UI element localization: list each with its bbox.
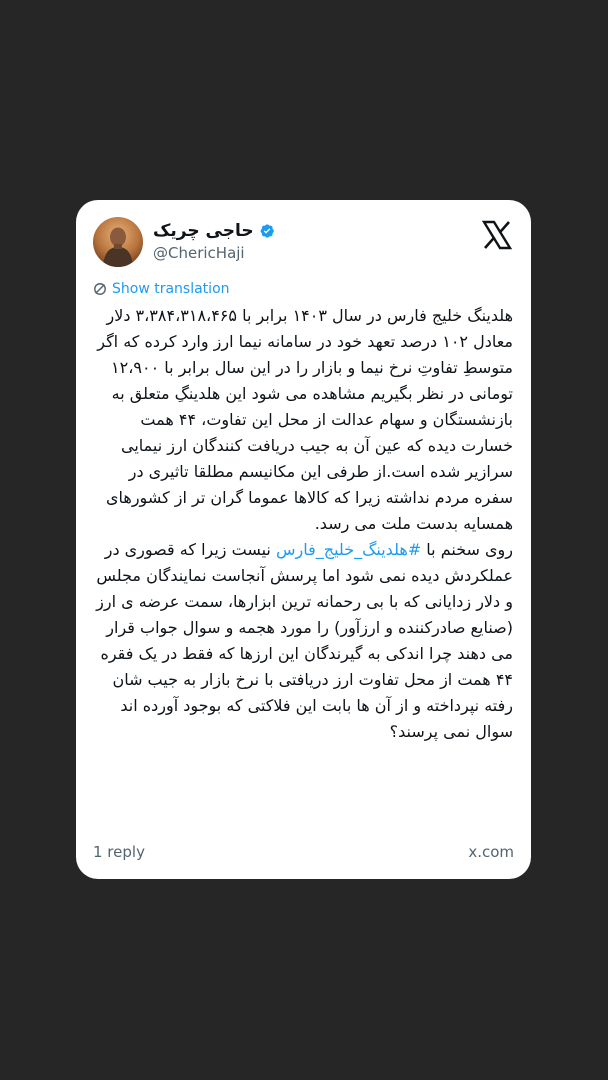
tweet-paragraph: هلدینگ خلیج فارس در سال ۱۴۰۳ برابر با ۳،۳۸۴،۳۱۸،۴۶۵ دلار معادل ۱۰۲ درصد تعهد خود در سامانه نیما ارز وارد کرده که اگر متوسطِ تفاوتِ نرخ نیما و بازار را در این سال برابر با ۱۲،۹۰۰ تومانی در نظر بگیریم مشاهده می شود این هلدینگِ متعلق به بازنشستگان و سهام عدالت از محل این تفاوت، ۴۴ همت خسارت دیده که عین آن به جیب دریافت کنندگان ارز نیمایی سرازیر شده است.از طرفی این مکانیسم مطلقا تاثیری در سفره مردم نداشته زیرا که کالاها عموما گران تر از کشورهای همسایه بدست ملت می رسد. [97, 306, 513, 533]
tweet-text [94, 303, 513, 745]
tweet-paragraph [94, 537, 513, 745]
translate-icon [93, 282, 107, 296]
verified-badge-icon [259, 223, 275, 239]
x-logo-icon[interactable] [481, 219, 513, 251]
author-display-name[interactable]: حاجی چریک [153, 221, 254, 241]
avatar[interactable] [93, 217, 143, 267]
tweet-text-segment: روی سخنم با [421, 540, 513, 559]
tweet-text-segment: نیست زیرا که قصوری در عملکردش دیده نمی شود اما پرسش آنجاست نمایندگان مجلس و دلار زدایانی که با بی رحمانه ترین ابزارها، سمت عرضه ی ارز (صنایع صادرکننده و ارزآور) را مورد هجمه و سوال جواب قرار می دهند چرا اندکی به گیرندگان این ارزها که فقط در یک فقره ۴۴ همت از محل تفاوت ارز دریافتی با نرخ بازار به جیب شان رفته نپرداخته و از آن ها بابت این فلاکتی که بوجود آورده اند سوال نمی پرسند؟ [96, 540, 513, 741]
reply-count[interactable]: 1 reply [93, 843, 145, 861]
show-translation-link[interactable] [93, 281, 230, 297]
show-translation-label[interactable]: Show translation [112, 281, 230, 297]
author-handle[interactable]: @ChericHaji [153, 244, 245, 262]
site-link[interactable]: x.com [468, 843, 514, 861]
hashtag-link[interactable]: #هلدینگ_خلیج_فارس [275, 540, 422, 559]
author-name-row[interactable] [153, 219, 275, 243]
tweet-card[interactable] [76, 200, 531, 879]
avatar-image [93, 217, 143, 267]
